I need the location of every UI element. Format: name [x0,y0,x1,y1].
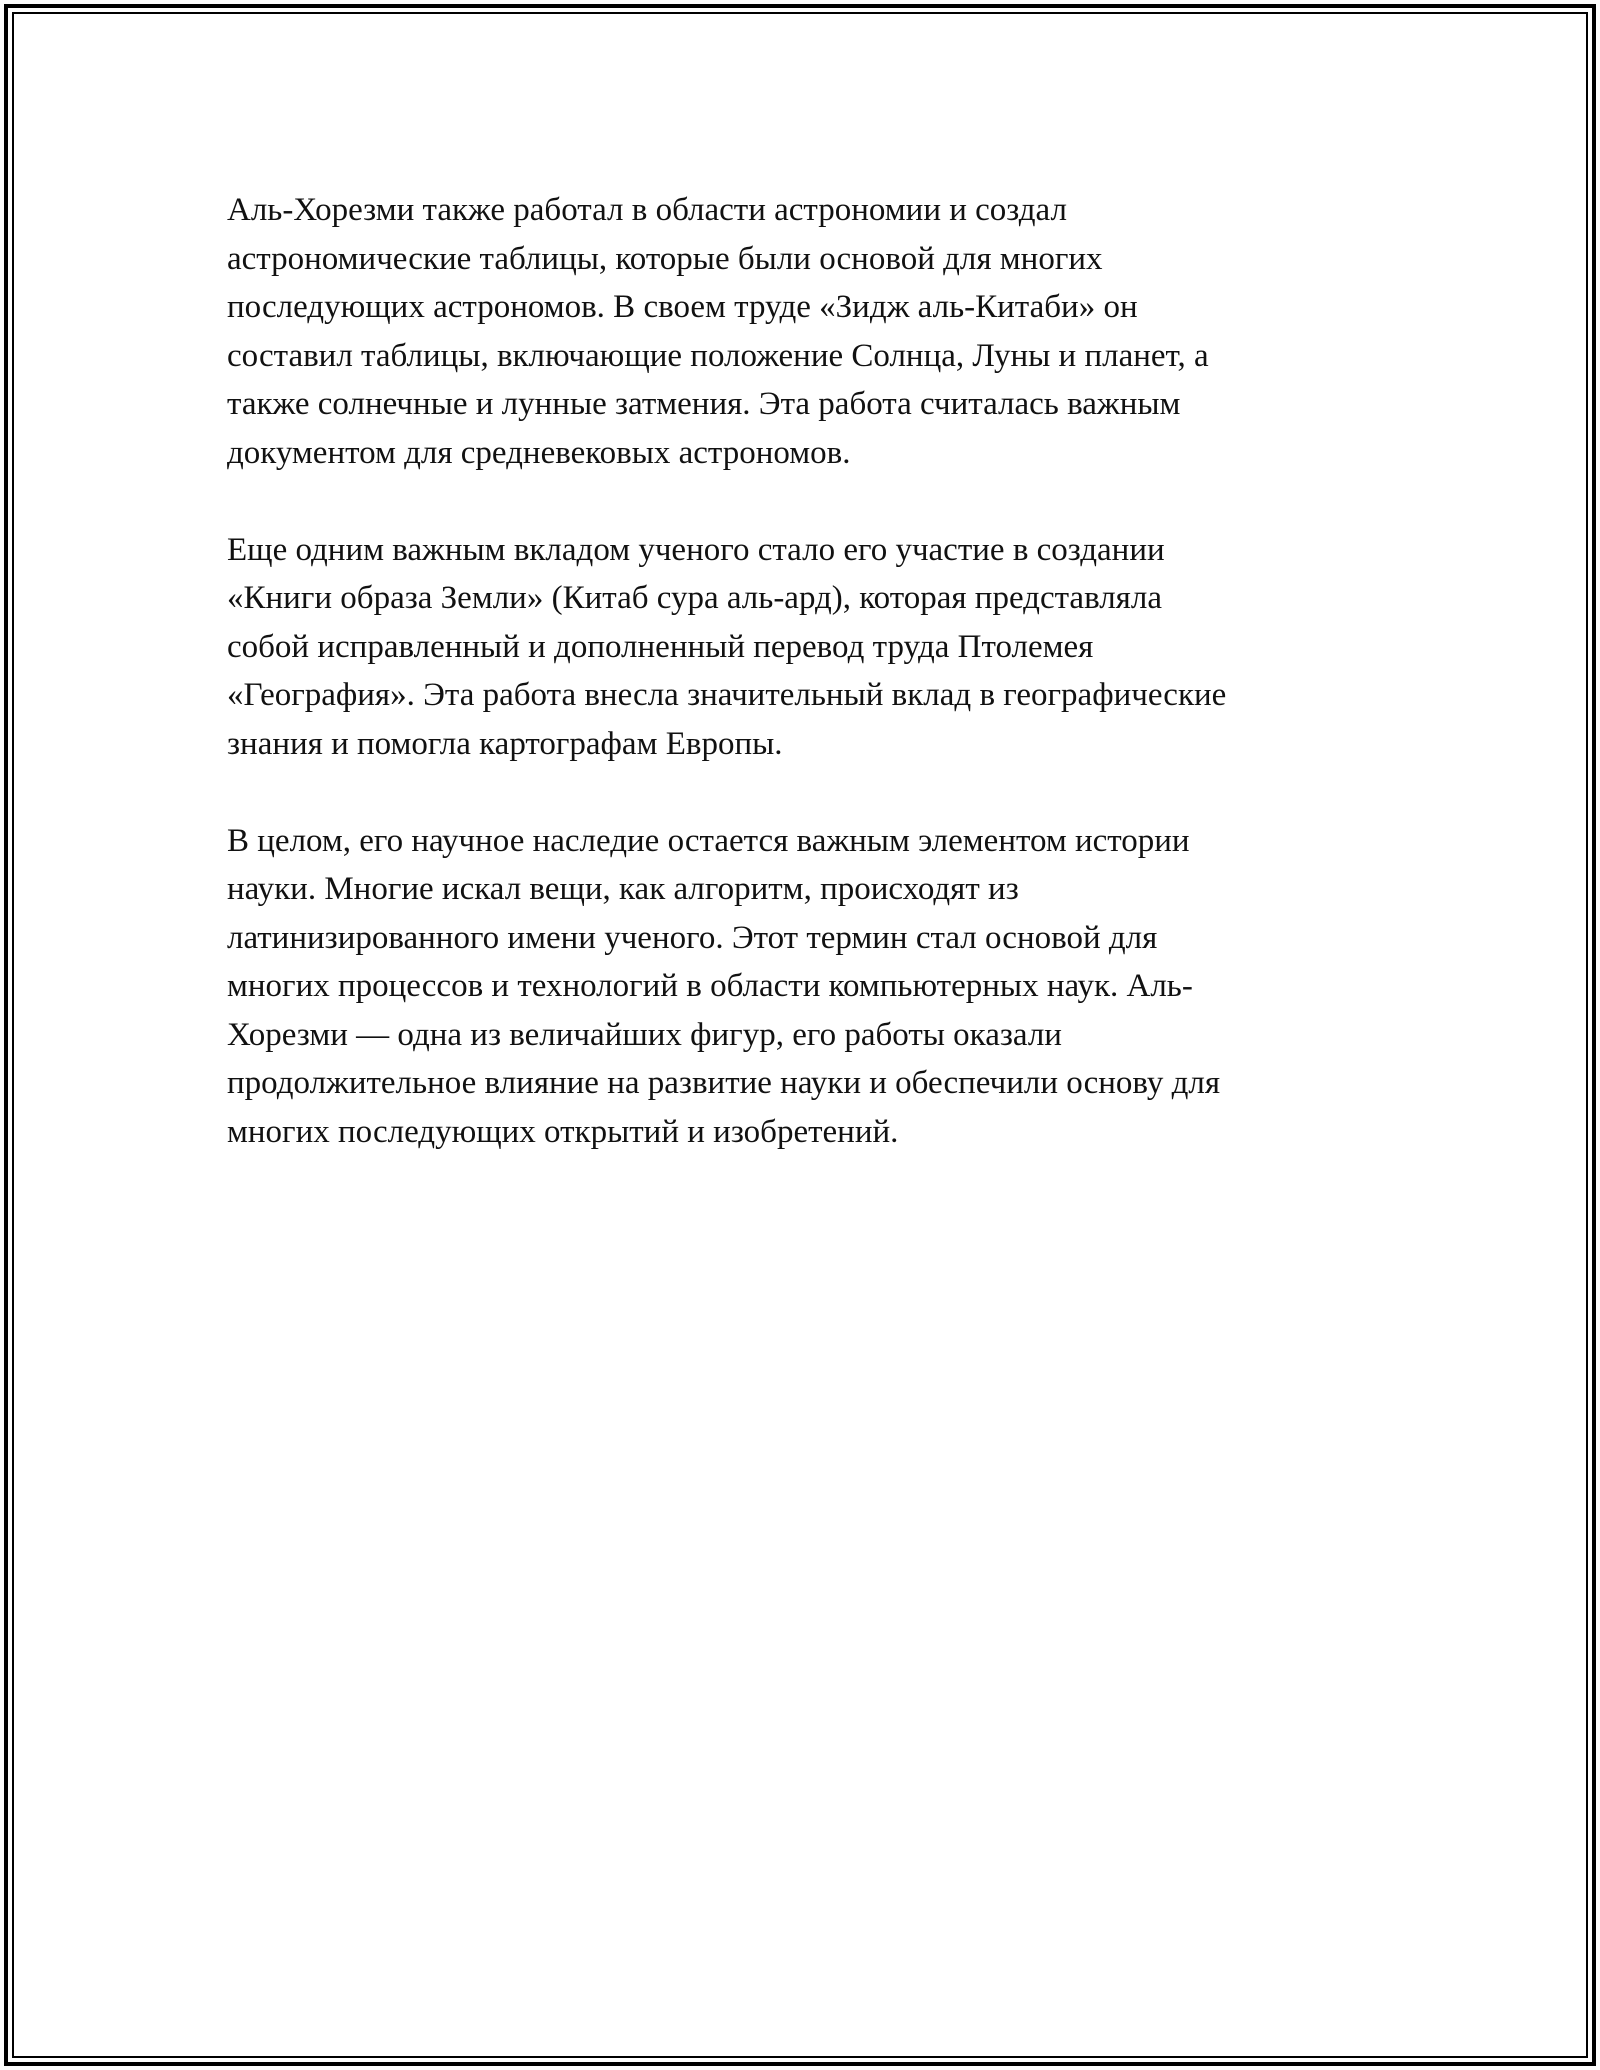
text-line: «География». Эта работа внесла значительный вклад в географические [227,677,1227,713]
paragraph-legacy [227,817,1377,1157]
text-line: собой исправленный и дополненный перевод труда Птолемея [227,628,1094,665]
text-line: знания и помогла картографам Европы. [227,725,783,762]
text-line: Аль-Хорезми также работал в области астрономии и создал [227,192,1067,228]
document-body [227,186,1377,1205]
text-line: Еще одним важным вкладом ученого стало его участие в создании [227,531,1165,568]
text-line: науки. Многие искал вещи, как алгоритм, происходят из [227,871,1019,907]
text-line: последующих астрономов. В своем труде «Зидж аль-Китаби» он [227,289,1138,325]
text-line: многих процессов и технологий в области компьютерных наук. Аль- [227,968,1193,1004]
paragraph-astronomy [227,186,1377,477]
text-line: составил таблицы, включающие положение Солнца, Луны и планет, а [227,337,1209,374]
text-line: латинизированного имени ученого. Этот термин стал основой для [227,919,1158,956]
text-line: также солнечные и лунные затмения. Эта работа считалась важным [227,386,1181,422]
text-line: многих последующих открытий и изобретений. [227,1113,899,1150]
text-line: документом для средневековых астрономов. [227,434,851,471]
text-line: Хорезми — одна из величайших фигур, его работы оказали [227,1016,1062,1053]
text-line: В целом, его научное наследие остается важным элементом истории [227,822,1190,859]
text-line: «Книги образа Земли» (Китаб сура аль-ард), которая представляла [227,580,1162,616]
paragraph-geography [227,526,1377,769]
text-line: астрономические таблицы, которые были основой для многих [227,240,1103,277]
text-line: продолжительное влияние на развитие науки и обеспечили основу для [227,1065,1221,1101]
